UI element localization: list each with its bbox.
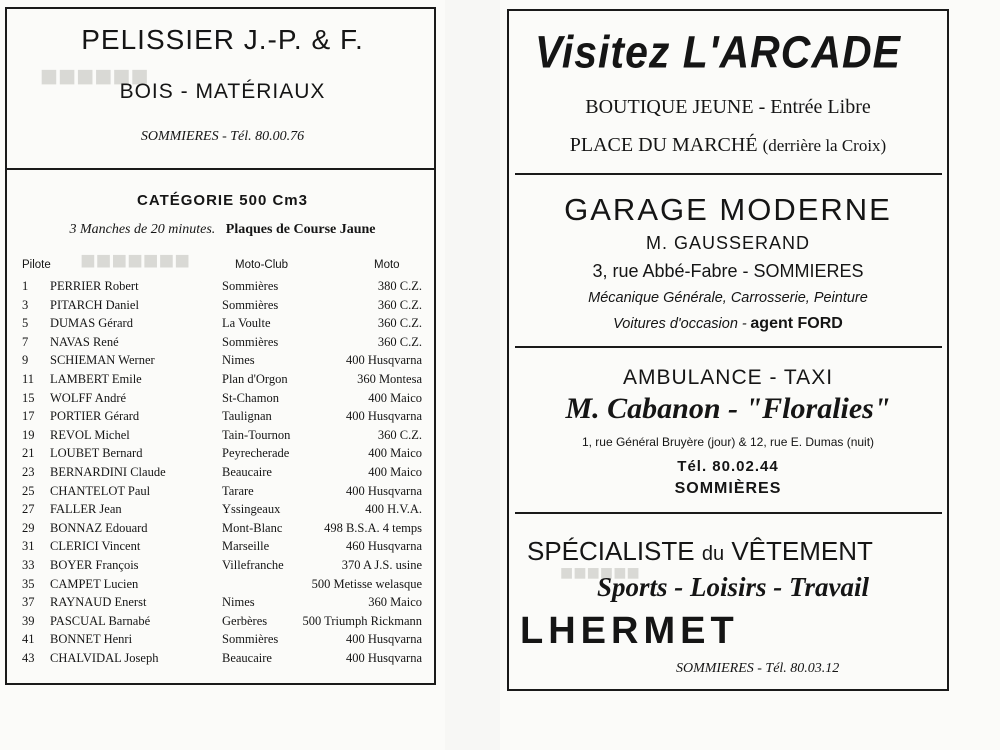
specialist-word: SPÉCIALISTE — [527, 536, 695, 566]
rider-moto: 360 C.Z. — [377, 334, 422, 349]
table-row — [22, 539, 422, 557]
rider-number: 31 — [22, 539, 35, 554]
rider-moto: 400 Husqvarna — [345, 409, 422, 424]
table-row — [22, 614, 422, 632]
rider-club: Villefranche — [222, 558, 284, 572]
rider-club: Sommières — [222, 279, 279, 293]
rider-name: CLERICI Vincent — [50, 539, 141, 554]
table-row — [22, 632, 422, 650]
specialist-line — [527, 538, 873, 564]
rider-number: 35 — [22, 576, 35, 591]
vetement-word: VÊTEMENT — [731, 536, 873, 566]
garage-services: Mécanique Générale, Carrosserie, Peinture — [588, 290, 868, 306]
table-row — [22, 298, 422, 316]
divider-ambulance — [515, 512, 942, 514]
lhermet-activities: Sports - Loisirs - Travail — [597, 572, 870, 602]
subtitle-plaques: Plaques de Course Jaune — [225, 222, 376, 237]
rider-name: PASCUAL Barnabé — [50, 613, 151, 628]
rider-name: BERNARDINI Claude — [50, 465, 166, 479]
rider-number: 29 — [22, 520, 35, 535]
rider-number: 5 — [22, 316, 29, 331]
rider-number: 15 — [22, 390, 35, 405]
used-cars-label: Voitures d'occasion - — [613, 316, 747, 332]
rider-name: CAMPET Lucien — [50, 576, 139, 591]
company-trade: BOIS - MATÉRIAUX — [119, 80, 326, 103]
rider-number: 23 — [22, 465, 35, 479]
header-club: Moto-Club — [235, 259, 289, 271]
rider-name: FALLER Jean — [50, 502, 122, 517]
rider-moto: 360 C.Z. — [377, 427, 422, 442]
arcade-line-2 — [507, 135, 949, 155]
rider-name: BONNAZ Edouard — [50, 520, 148, 535]
rider-moto: 500 Triumph Rickmann — [302, 613, 422, 628]
table-row — [22, 577, 422, 595]
rider-moto: 400 Husqvarna — [345, 632, 422, 647]
rider-club: Beaucaire — [222, 651, 272, 665]
rider-club: Sommières — [222, 334, 279, 349]
rider-moto: 360 C.Z. — [377, 297, 422, 312]
table-row — [22, 465, 422, 483]
rider-moto: 400 H.V.A. — [365, 502, 422, 517]
rider-club: Tarare — [222, 483, 254, 498]
table-row — [22, 391, 422, 409]
rider-name: BOYER François — [50, 558, 139, 572]
rider-club: Sommières — [222, 297, 279, 312]
rider-club: Yssingeaux — [222, 502, 281, 517]
lhermet-name: LHERMET — [520, 610, 739, 652]
rider-number: 43 — [22, 651, 35, 665]
ambulance-script: M. Cabanon - "Floralies" — [565, 392, 891, 425]
rider-moto: 400 Husqvarna — [345, 483, 422, 498]
rider-name: DUMAS Gérard — [50, 316, 133, 331]
rider-number: 3 — [22, 297, 29, 312]
rider-name: PERRIER Robert — [50, 279, 139, 293]
rider-number: 19 — [22, 427, 35, 442]
rider-moto: 400 Maico — [368, 465, 422, 479]
rider-number: 39 — [22, 613, 35, 628]
rider-moto: 360 C.Z. — [377, 316, 422, 331]
table-row — [22, 502, 422, 520]
rider-moto: 500 Metisse welasque — [311, 576, 422, 591]
company-name: PELISSIER J.-P. & F. — [81, 24, 364, 55]
table-row — [22, 595, 422, 613]
rider-name: SCHIEMAN Werner — [50, 353, 155, 368]
left-divider — [5, 168, 436, 170]
ambulance-address: 1, rue Général Bruyère (jour) & 12, rue E. Dumas (nuit) — [581, 435, 875, 449]
rider-number: 11 — [22, 372, 35, 386]
ford-agent: agent FORD — [750, 315, 843, 332]
rider-club: Plan d'Orgon — [222, 372, 288, 386]
rider-club: Nimes — [222, 353, 255, 368]
table-row — [22, 558, 422, 576]
rider-club: St-Chamon — [222, 390, 279, 405]
company-address: SOMMIERES - Tél. 80.00.76 — [140, 129, 305, 144]
rider-club: Sommières — [222, 632, 279, 647]
du-word: du — [701, 543, 725, 565]
rider-moto: 380 C.Z. — [377, 279, 422, 293]
bleed-through-mark: ■■■■■■ — [560, 560, 640, 585]
rider-moto: 400 Maico — [368, 390, 422, 405]
rider-name: LOUBET Bernard — [50, 446, 143, 461]
rider-club: La Voulte — [222, 316, 271, 331]
rider-club: Nimes — [222, 595, 255, 610]
arcade-place: PLACE DU MARCHÉ — [569, 134, 758, 156]
ambulance-phone: Tél. 80.02.44 — [677, 458, 779, 475]
subtitle-manches: 3 Manches de 20 minutes. — [69, 222, 216, 237]
arcade-line-1: BOUTIQUE JEUNE - Entrée Libre — [585, 96, 871, 118]
rider-club: Marseille — [222, 539, 270, 554]
table-row — [22, 428, 422, 446]
divider-garage — [515, 346, 942, 348]
table-row — [22, 335, 422, 353]
rider-club: Taulignan — [222, 409, 272, 424]
rider-moto: 460 Husqvarna — [345, 539, 422, 554]
rider-name: PORTIER Gérard — [50, 409, 140, 424]
rider-moto: 400 Husqvarna — [345, 651, 422, 665]
bleed-through-mark: ■■■■■■ — [40, 60, 149, 93]
rider-club: Peyrecherade — [222, 446, 290, 461]
rider-number: 37 — [22, 595, 35, 610]
rider-name: CHALVIDAL Joseph — [50, 651, 159, 665]
header-moto: Moto — [374, 259, 400, 271]
table-row — [22, 372, 422, 390]
rider-club: Mont-Blanc — [222, 520, 283, 535]
rider-name: CHANTELOT Paul — [50, 483, 151, 498]
rider-number: 21 — [22, 446, 35, 461]
garage-owner: M. GAUSSERAND — [645, 233, 811, 253]
table-row — [22, 409, 422, 427]
bleed-through-mark: ■■■■■■■ — [80, 245, 190, 275]
header-pilot: Pilote — [22, 259, 51, 271]
rider-moto: 498 B.S.A. 4 temps — [324, 520, 422, 535]
rider-number: 9 — [22, 353, 29, 368]
garage-title: GARAGE MODERNE — [564, 192, 892, 227]
lhermet-address: SOMMIERES - Tél. 80.03.12 — [676, 661, 840, 676]
category-title: CATÉGORIE 500 Cm3 — [137, 192, 308, 209]
arcade-place-note: (derrière la Croix) — [762, 136, 887, 155]
rider-name: REVOL Michel — [50, 427, 130, 442]
arcade-title: Visitez L'ARCADE — [535, 26, 901, 78]
table-row — [22, 651, 422, 669]
table-header — [22, 259, 422, 277]
rider-moto: 400 Husqvarna — [345, 353, 422, 368]
table-row — [22, 484, 422, 502]
rider-name: RAYNAUD Enerst — [50, 595, 147, 610]
rider-number: 41 — [22, 632, 35, 647]
ambulance-title: AMBULANCE - TAXI — [622, 366, 834, 389]
rider-name: NAVAS René — [50, 334, 119, 349]
rider-number: 17 — [22, 409, 35, 424]
rider-name: LAMBERT Emile — [50, 372, 142, 386]
divider-arcade — [515, 173, 942, 175]
rider-moto: 360 Montesa — [357, 372, 422, 386]
category-subtitle — [0, 223, 445, 237]
table-row — [22, 316, 422, 334]
rider-number: 25 — [22, 483, 35, 498]
rider-number: 27 — [22, 502, 35, 517]
rider-moto: 370 A J.S. usine — [341, 558, 422, 572]
ambulance-town: SOMMIÈRES — [674, 480, 782, 497]
rider-moto: 400 Maico — [368, 446, 422, 461]
rider-number: 1 — [22, 279, 29, 293]
rider-number: 33 — [22, 558, 35, 572]
rider-club: Gerbères — [222, 613, 268, 628]
table-row — [22, 279, 422, 297]
garage-used-cars — [507, 316, 949, 332]
rider-number: 7 — [22, 334, 29, 349]
rider-moto: 360 Maico — [368, 595, 422, 610]
rider-club: Beaucaire — [222, 465, 272, 479]
rider-name: WOLFF André — [50, 390, 127, 405]
table-row — [22, 353, 422, 371]
rider-club: Tain-Tournon — [222, 427, 291, 442]
rider-name: BONNET Henri — [50, 632, 133, 647]
table-row — [22, 521, 422, 539]
garage-address: 3, rue Abbé-Fabre - SOMMIERES — [592, 261, 864, 281]
page-gutter — [445, 0, 500, 750]
rider-name: PITARCH Daniel — [50, 297, 139, 312]
table-row — [22, 446, 422, 464]
